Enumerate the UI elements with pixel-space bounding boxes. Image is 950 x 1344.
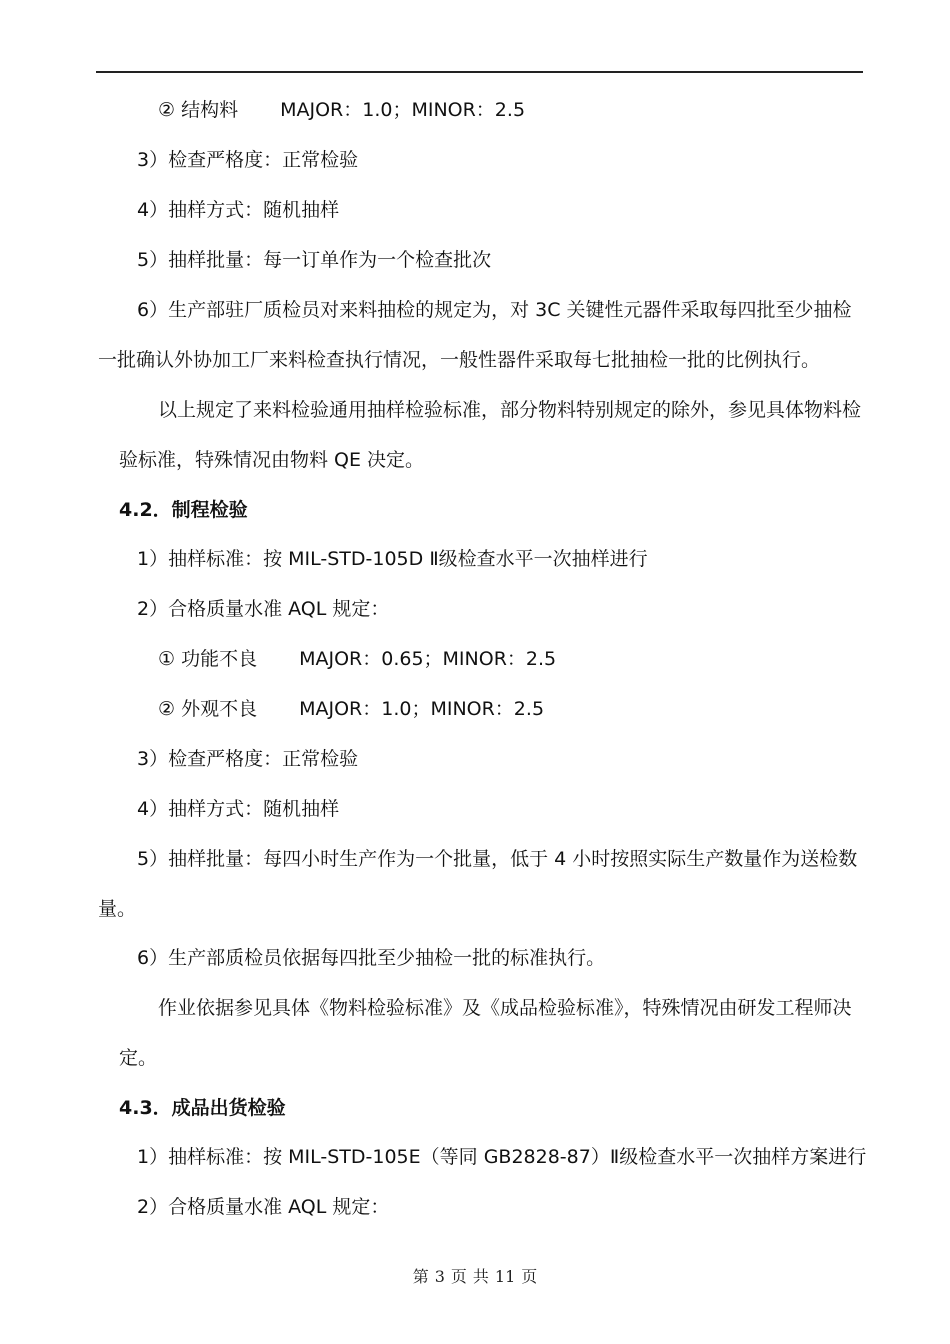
text-line: 3）检查严格度：正常检验 xyxy=(137,748,359,770)
text-line: 5）抽样批量：每四小时生产作为一个批量，低于 4 小时按照实际生产数量作为送检数 xyxy=(137,848,858,870)
aql-item-value: MAJOR：1.0；MINOR：2.5 xyxy=(280,99,526,121)
aql-item-value: MAJOR：0.65；MINOR：2.5 xyxy=(299,648,557,670)
text-line: 6）生产部质检员依据每四批至少抽检一批的标准执行。 xyxy=(137,947,606,969)
text-line: 定。 xyxy=(119,1047,158,1069)
text-line: 作业依据参见具体《物料检验标准》及《成品检验标准》，特殊情况由研发工程师决 xyxy=(158,997,852,1019)
text-line: 4）抽样方式：随机抽样 xyxy=(137,199,340,221)
text-line: 一批确认外协加工厂来料检查执行情况，一般性器件采取每七批抽检一批的比例执行。 xyxy=(98,349,821,371)
header-rule xyxy=(96,71,863,73)
page-total: 11 xyxy=(494,1267,516,1286)
text-line: 量。 xyxy=(98,898,137,920)
footer-text: 共 xyxy=(472,1267,489,1286)
text-line: 3）检查严格度：正常检验 xyxy=(137,149,359,171)
section-heading: 4.3．成品出货检验 xyxy=(119,1097,286,1119)
aql-function xyxy=(158,647,556,671)
page-number: 3 xyxy=(434,1267,445,1286)
text-line: 6）生产部驻厂质检员对来料抽检的规定为，对 3C 关键性元器件采取每四批至少抽检 xyxy=(137,299,852,321)
page-footer xyxy=(0,1264,950,1287)
section-heading: 4.2．制程检验 xyxy=(119,499,248,521)
footer-text: 页 xyxy=(521,1267,538,1286)
text-line: 2）合格质量水准 AQL 规定： xyxy=(137,1196,390,1218)
text-line: 以上规定了来料检验通用抽样检验标准，部分物料特别规定的除外，参见具体物料检 xyxy=(158,399,862,421)
aql-appearance xyxy=(158,697,544,721)
aql-item-label: ① 功能不良 xyxy=(158,648,258,670)
text-line: 4）抽样方式：随机抽样 xyxy=(137,798,340,820)
aql-item-label: ② 外观不良 xyxy=(158,698,258,720)
text-line: 2）合格质量水准 AQL 规定： xyxy=(137,598,390,620)
footer-text: 页 xyxy=(450,1267,467,1286)
aql-item-value: MAJOR：1.0；MINOR：2.5 xyxy=(299,698,545,720)
text-line: 1）抽样标准：按 MIL-STD-105D Ⅱ级检查水平一次抽样进行 xyxy=(137,548,648,570)
text-line: 验标准，特殊情况由物料 QE 决定。 xyxy=(119,449,425,471)
text-line: 5）抽样批量：每一订单作为一个检查批次 xyxy=(137,249,492,271)
text-line: 1）抽样标准：按 MIL-STD-105E（等同 GB2828-87）Ⅱ级检查水平一次抽样方案进行 xyxy=(137,1146,867,1168)
aql-item-label: ② 结构料 xyxy=(158,99,239,121)
footer-text: 第 xyxy=(412,1267,429,1286)
aql-structural xyxy=(158,98,525,122)
